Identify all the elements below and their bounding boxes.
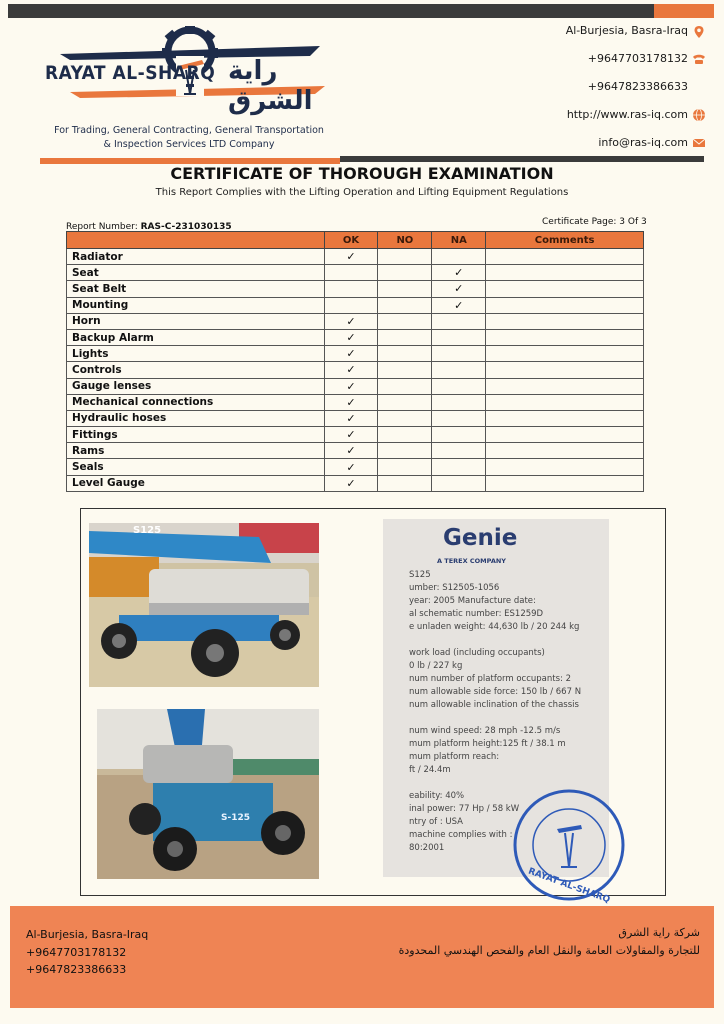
ok-cell: ✓ bbox=[324, 249, 378, 265]
na-cell: ✓ bbox=[432, 297, 486, 313]
table-row bbox=[67, 378, 644, 394]
na-cell bbox=[432, 410, 486, 426]
comments-cell bbox=[486, 346, 644, 362]
no-cell bbox=[378, 459, 432, 475]
na-cell bbox=[432, 249, 486, 265]
stamp-text: RAYAT AL-SHARQ bbox=[526, 866, 612, 906]
no-cell bbox=[378, 378, 432, 394]
logo-text-ar: راية الشرق bbox=[228, 56, 313, 116]
comments-cell bbox=[486, 475, 644, 491]
no-cell bbox=[378, 313, 432, 329]
na-cell bbox=[432, 475, 486, 491]
table-row bbox=[67, 475, 644, 491]
comments-cell bbox=[486, 249, 644, 265]
nameplate-line: umber: S12505-1056 bbox=[409, 583, 500, 593]
mail-icon bbox=[692, 136, 706, 150]
table-row bbox=[67, 265, 644, 281]
column-header-no: NO bbox=[378, 232, 432, 249]
no-cell bbox=[378, 410, 432, 426]
item-name: Radiator bbox=[67, 249, 325, 265]
certificate-page-number: Certificate Page: 3 Of 3 bbox=[542, 217, 647, 227]
nameplate-line: machine complies with : bbox=[409, 830, 513, 840]
comments-cell bbox=[486, 443, 644, 459]
report-number: Report Number: RAS-C-231030135 bbox=[66, 222, 232, 232]
nameplate-line: num number of platform occupants: 2 bbox=[409, 674, 572, 684]
footer-phone-2: +9647823386633 bbox=[26, 963, 127, 976]
item-name: Horn bbox=[67, 313, 325, 329]
item-name: Gauge lenses bbox=[67, 378, 325, 394]
item-name: Seals bbox=[67, 459, 325, 475]
table-row bbox=[67, 329, 644, 345]
machine-photo-1 bbox=[89, 523, 319, 687]
item-name: Rams bbox=[67, 443, 325, 459]
machine-label-2: S-125 bbox=[221, 813, 251, 823]
comments-cell bbox=[486, 313, 644, 329]
na-cell bbox=[432, 329, 486, 345]
na-cell bbox=[432, 427, 486, 443]
nameplate-line bbox=[409, 634, 581, 647]
nameplate-line: eability: 40% bbox=[409, 791, 465, 801]
no-cell bbox=[378, 394, 432, 410]
ok-cell bbox=[324, 281, 378, 297]
location-pin-icon bbox=[692, 25, 706, 39]
footer-contact-left bbox=[26, 926, 148, 979]
ok-cell: ✓ bbox=[324, 427, 378, 443]
ok-cell: ✓ bbox=[324, 378, 378, 394]
table-row bbox=[67, 443, 644, 459]
table-row bbox=[67, 459, 644, 475]
ok-cell: ✓ bbox=[324, 443, 378, 459]
table-row bbox=[67, 427, 644, 443]
na-cell bbox=[432, 362, 486, 378]
nameplate-line: ft / 24.4m bbox=[409, 765, 451, 775]
ok-cell: ✓ bbox=[324, 410, 378, 426]
na-cell bbox=[432, 346, 486, 362]
no-cell bbox=[378, 362, 432, 378]
contact-website[interactable]: http://www.ras-iq.com bbox=[566, 108, 688, 121]
item-name: Seat bbox=[67, 265, 325, 281]
comments-cell bbox=[486, 394, 644, 410]
na-cell bbox=[432, 443, 486, 459]
photo-panel bbox=[80, 508, 666, 906]
comments-cell bbox=[486, 281, 644, 297]
table-row bbox=[67, 313, 644, 329]
nameplate-line: mum platform height:125 ft / 38.1 m bbox=[409, 739, 566, 749]
nameplate-line: year: 2005 Manufacture date: bbox=[409, 596, 536, 606]
nameplate-line bbox=[409, 712, 581, 725]
nameplate-line: num wind speed: 28 mph -12.5 m/s bbox=[409, 726, 561, 736]
footer-address: Al-Burjesia, Basra-Iraq bbox=[26, 928, 149, 941]
na-cell bbox=[432, 378, 486, 394]
no-cell bbox=[378, 427, 432, 443]
na-cell bbox=[432, 313, 486, 329]
genie-logo: Genie bbox=[443, 525, 518, 551]
item-name: Hydraulic hoses bbox=[67, 410, 325, 426]
item-name: Lights bbox=[67, 346, 325, 362]
ok-cell: ✓ bbox=[324, 346, 378, 362]
ok-cell bbox=[324, 297, 378, 313]
inspection-table bbox=[66, 231, 644, 492]
table-row bbox=[67, 297, 644, 313]
no-cell bbox=[378, 249, 432, 265]
nameplate-line: ntry of : USA bbox=[409, 817, 463, 827]
nameplate-line: mum platform reach: bbox=[409, 752, 500, 762]
contact-email[interactable]: info@ras-iq.com bbox=[598, 136, 688, 149]
machine-photo-2 bbox=[97, 709, 319, 879]
item-name: Controls bbox=[67, 362, 325, 378]
item-name: Backup Alarm bbox=[67, 329, 325, 345]
ok-cell: ✓ bbox=[324, 394, 378, 410]
table-row bbox=[67, 346, 644, 362]
comments-cell bbox=[486, 427, 644, 443]
no-cell bbox=[378, 297, 432, 313]
no-cell bbox=[378, 281, 432, 297]
na-cell bbox=[432, 394, 486, 410]
header-divider-dark bbox=[340, 156, 704, 162]
column-header-na: NA bbox=[432, 232, 486, 249]
phone-icon bbox=[692, 52, 706, 66]
nameplate-line: work load (including occupants) bbox=[409, 648, 545, 658]
no-cell bbox=[378, 265, 432, 281]
ok-cell: ✓ bbox=[324, 313, 378, 329]
table-row bbox=[67, 281, 644, 297]
company-logo bbox=[40, 26, 340, 116]
comments-cell bbox=[486, 378, 644, 394]
na-cell bbox=[432, 459, 486, 475]
contact-phone-1: +9647703178132 bbox=[587, 52, 688, 65]
footer-arabic-text: شركة راية الشرق للتجارة والمقاولات العامة والنقل العام والفحص الهندسي المحدودة bbox=[398, 926, 700, 957]
comments-cell bbox=[486, 329, 644, 345]
terex-subtitle: A TEREX COMPANY bbox=[437, 557, 506, 565]
nameplate-line: al schematic number: ES1259D bbox=[409, 609, 544, 619]
column-header-comments: Comments bbox=[486, 232, 644, 249]
nameplate-line: 80:2001 bbox=[409, 843, 445, 853]
company-stamp bbox=[509, 785, 629, 915]
comments-cell bbox=[486, 410, 644, 426]
na-cell: ✓ bbox=[432, 265, 486, 281]
company-tagline: For Trading, General Contracting, General Transportation & Inspection Services LTD Company bbox=[54, 125, 324, 150]
ok-cell: ✓ bbox=[324, 459, 378, 475]
ok-cell bbox=[324, 265, 378, 281]
no-cell bbox=[378, 475, 432, 491]
comments-cell bbox=[486, 265, 644, 281]
table-row bbox=[67, 410, 644, 426]
ok-cell: ✓ bbox=[324, 329, 378, 345]
globe-icon bbox=[692, 108, 706, 122]
no-cell bbox=[378, 329, 432, 345]
comments-cell bbox=[486, 362, 644, 378]
table-row bbox=[67, 249, 644, 265]
nameplate-line: S125 bbox=[409, 570, 431, 580]
top-bar bbox=[8, 4, 714, 18]
table-header-row bbox=[67, 232, 644, 249]
item-name: Mounting bbox=[67, 297, 325, 313]
table-row bbox=[67, 362, 644, 378]
certificate-subtitle: This Report Complies with the Lifting Operation and Lifting Equipment Regulations bbox=[155, 187, 569, 198]
ok-cell: ✓ bbox=[324, 362, 378, 378]
na-cell: ✓ bbox=[432, 281, 486, 297]
nameplate-line: num allowable inclination of the chassis bbox=[409, 700, 579, 710]
table-row bbox=[67, 394, 644, 410]
nameplate-line: inal power: 77 Hp / 58 kW bbox=[409, 804, 520, 814]
no-cell bbox=[378, 346, 432, 362]
item-name: Level Gauge bbox=[67, 475, 325, 491]
nameplate-line: num allowable side force: 150 lb / 667 N bbox=[409, 687, 582, 697]
nameplate-line: e unladen weight: 44,630 lb / 20 244 kg bbox=[409, 622, 580, 632]
logo-text-en: RAYAT AL-SHARQ bbox=[45, 62, 216, 84]
footer-band bbox=[10, 906, 714, 1008]
machine-label-1: S125 bbox=[133, 525, 162, 536]
comments-cell bbox=[486, 297, 644, 313]
contact-address: Al-Burjesia, Basra-Iraq bbox=[565, 24, 688, 37]
no-cell bbox=[378, 443, 432, 459]
item-name: Fittings bbox=[67, 427, 325, 443]
column-header-item bbox=[67, 232, 325, 249]
column-header-ok: OK bbox=[324, 232, 378, 249]
item-name: Mechanical connections bbox=[67, 394, 325, 410]
item-name: Seat Belt bbox=[67, 281, 325, 297]
certificate-title: CERTIFICATE OF THOROUGH EXAMINATION bbox=[170, 164, 554, 183]
footer-phone-1: +9647703178132 bbox=[26, 945, 127, 959]
ok-cell: ✓ bbox=[324, 475, 378, 491]
comments-cell bbox=[486, 459, 644, 475]
nameplate-line: 0 lb / 227 kg bbox=[409, 661, 463, 671]
contact-phone-2: +9647823386633 bbox=[587, 80, 688, 93]
